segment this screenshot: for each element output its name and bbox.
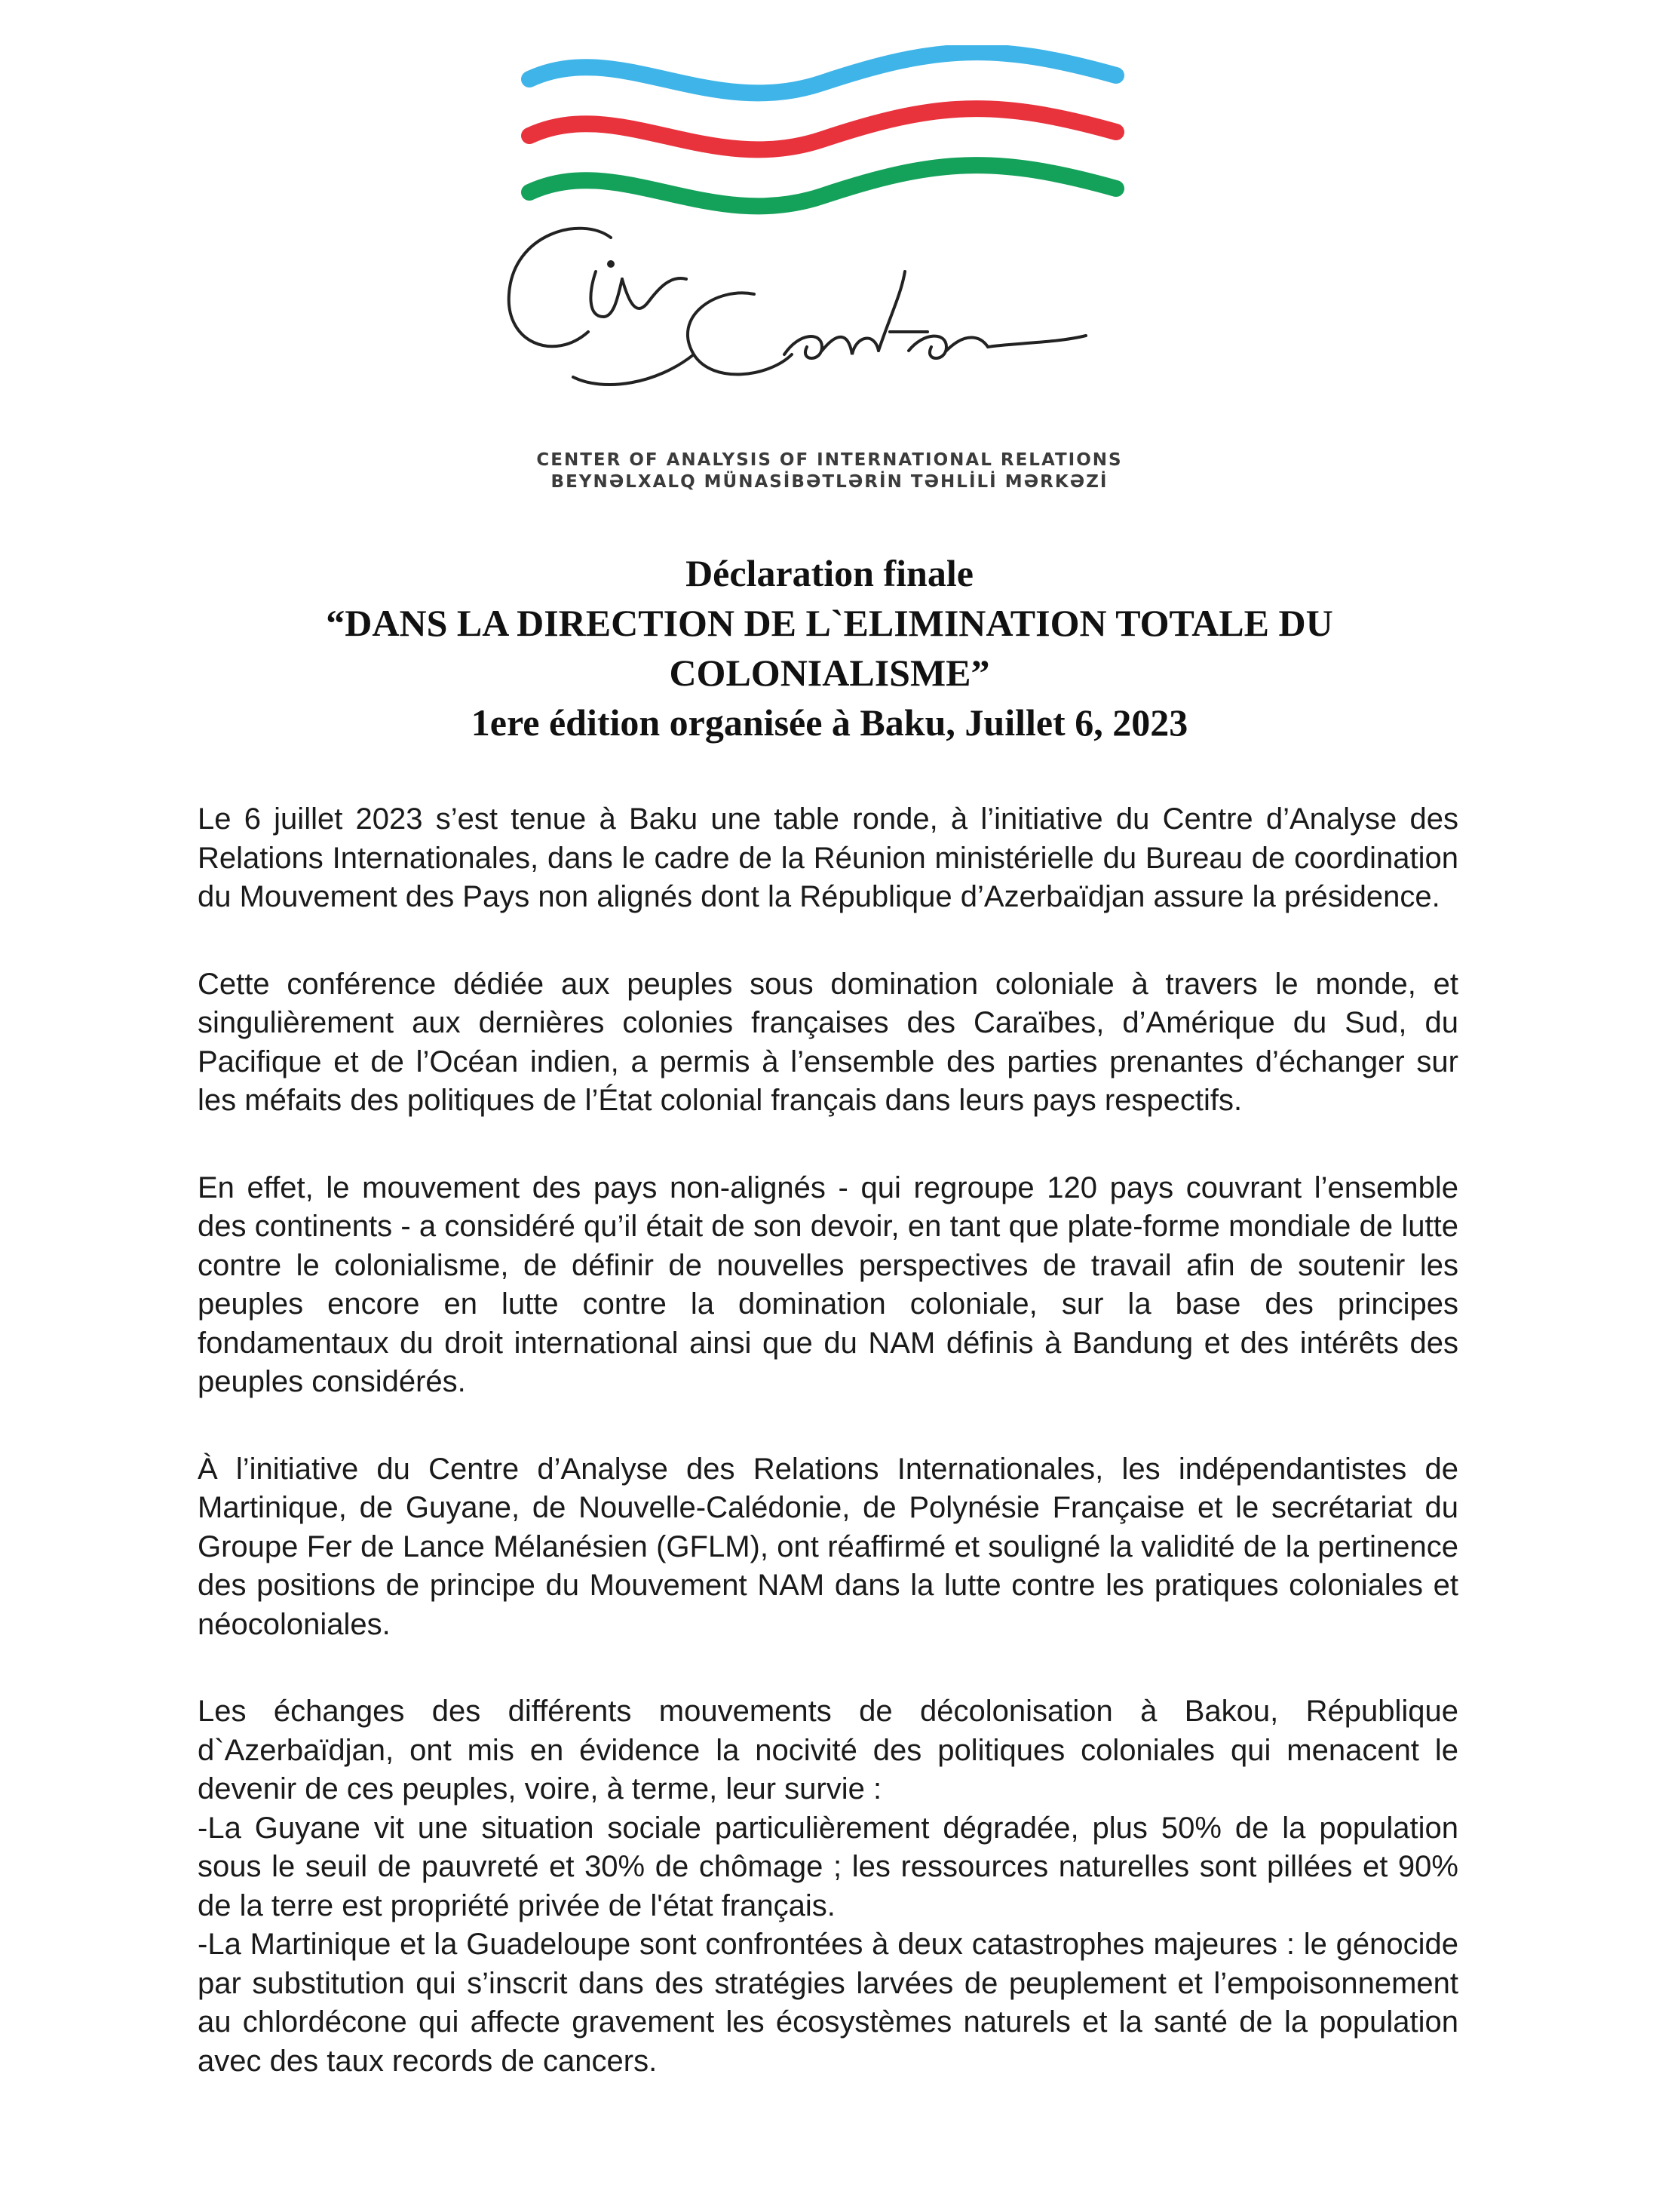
list-item-guyane: -La Guyane vit une situation sociale particulièrement dégradée, plus 50% de la population sous le seuil de pauvreté et 30% de chômage ; les ressources naturelles sont pillées et 90% de la terre est propriété privée de l'état français. [198,1811,1458,1922]
paragraph-nam-movement: En effet, le mouvement des pays non-alignés - qui regroupe 120 pays couvrant l’ensemble des continents - a considéré qu’il était de son devoir, en tant que plate-forme mondiale de lutte contre le colonialisme, de définir de nouvelles perspectives de travail afin de soutenir les peuples encore en lutte contre la domination coloniale, sur la base des principes fondamentaux du droit international ainsi que du NAM définis à Bandung et des intérêts des peuples considérés. [198,1170,1458,1398]
paragraph-initiative: À l’initiative du Centre d’Analyse des Relations Internationales, les indépendantistes de Martinique, de Guyane, de Nouvelle-Calédonie, de Polynésie Française et le secrétariat du Groupe Fer de Lance Mélanésien (GFLM), ont réaffirmé et souligné la validité de la pertinence des positions de principe du Mouvement NAM dans la lutte contre les pratiques coloniales et néocoloniales. [198,1452,1458,1641]
org-name-azerbaijani: BEYNƏLXALQ MÜNASİBƏTLƏRİN TƏHLİLİ MƏRKƏZİ [550,472,1109,492]
paragraph-exchanges: Les échanges des différents mouvements de décolonisation à Bakou, République d`Azerbaïdjan, ont mis en évidence la nocivité des politiques coloniales qui menacent le devenir de ces peuples, voire, à terme, leur survie : [198,1695,1458,1805]
page-bottom-edge [0,2207,1659,2212]
paragraph-intro: Le 6 juillet 2023 s’est tenue à Baku une table ronde, à l’initiative du Centre d’Analyse des Relations Internationales, dans le cadre de la Réunion ministérielle du Bureau de coordination du Mouvement des Pays non alignés dont la République d’Azerbaïdjan assure la présidence. [198,802,1458,913]
blue-wave-stripe [529,52,1116,93]
red-wave-stripe [529,109,1116,149]
green-wave-stripe [529,165,1116,206]
script-center-mark [573,272,1086,385]
title-line-declaration: Déclaration finale [685,552,974,594]
declaration-body [198,800,1458,2081]
title-line-heading-2: COLONIALISME” [669,652,990,694]
script-cir-mark [509,229,686,347]
paragraph-conference: Cette conférence dédiée aux peuples sous domination coloniale à travers le monde, et singulièrement aux dernières colonies françaises des Caraïbes, d’Amérique du Sud, du Pacifique et de l’Océan indien, a permis à l’ensemble des parties prenantes d’échanger sur les méfaits des politiques de l’État colonial français dans leurs pays respectifs. [198,967,1458,1117]
logo-graphic [468,45,1191,453]
declaration-title [0,548,1659,747]
list-item-martinique-guadeloupe: -La Martinique et la Guadeloupe sont confrontées à deux catastrophes majeures : le génocide par substitution qui s’inscrit dans des stratégies larvées de peuplement et l’empoisonnement au chlordécone qui affecte gravement les écosystèmes naturels et la santé de la population avec des taux records de cancers. [198,1928,1458,2078]
org-name-english: CENTER OF ANALYSIS OF INTERNATIONAL RELATIONS [536,450,1123,470]
title-line-edition: 1ere édition organisée à Baku, Juillet 6, 2023 [471,701,1188,744]
cir-center-logo [468,45,1191,505]
title-line-heading-1: “DANS LA DIRECTION DE L`ELIMINATION TOTALE DU [326,602,1333,644]
